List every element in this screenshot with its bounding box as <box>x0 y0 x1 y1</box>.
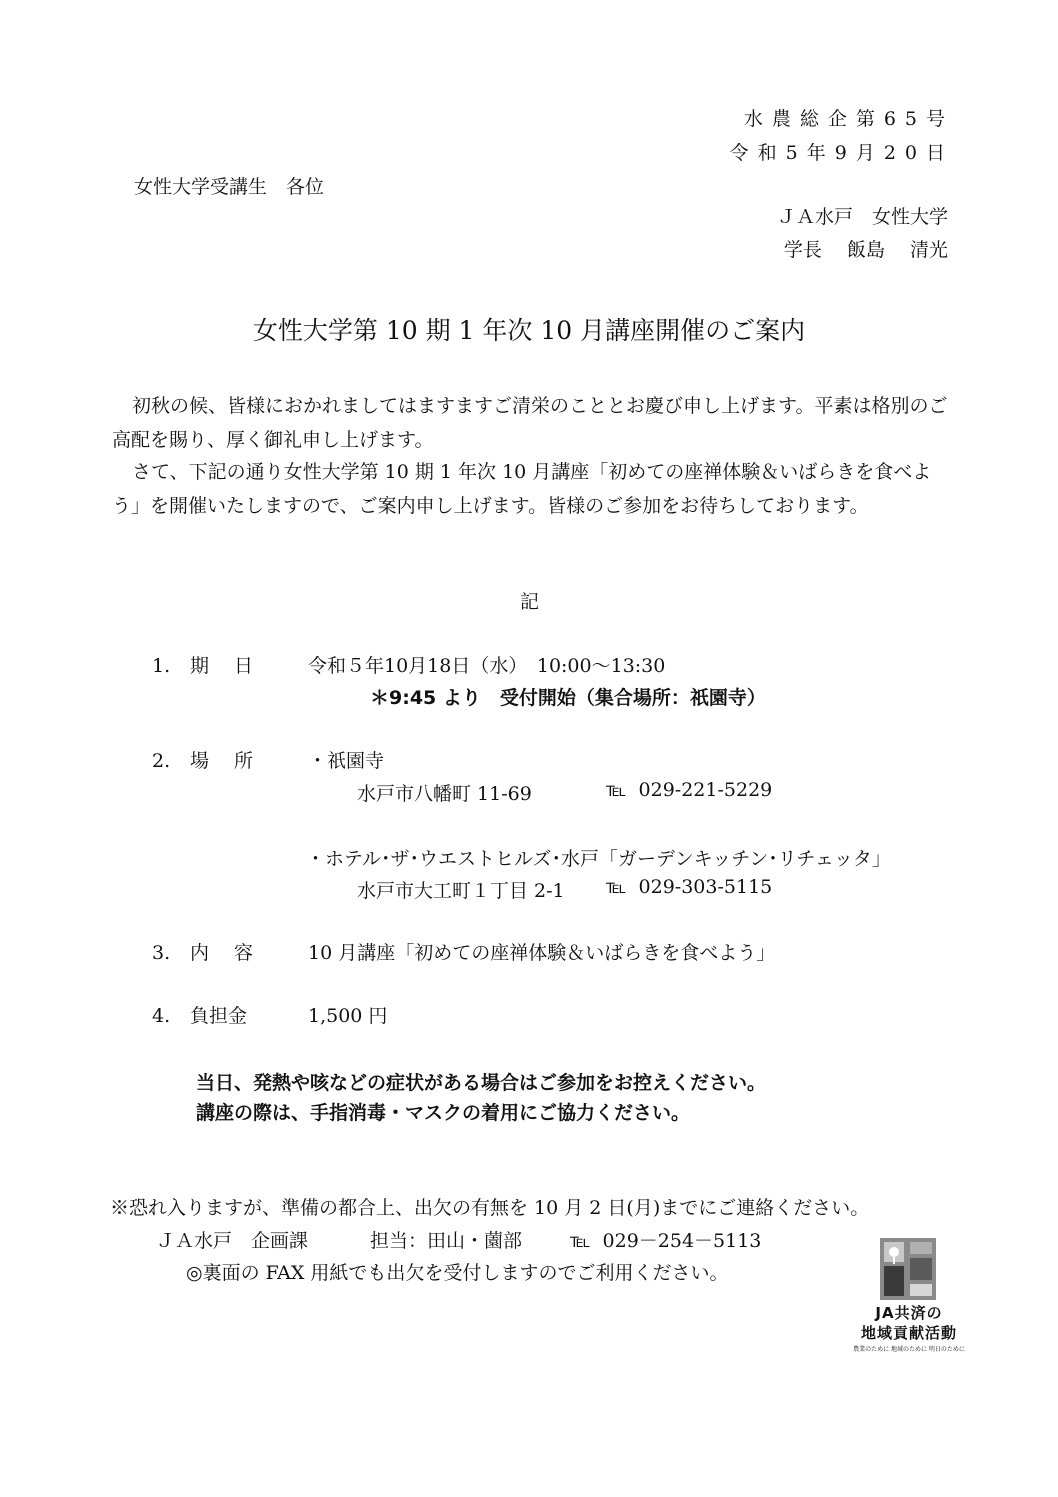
tel-label: ℡ <box>570 1230 591 1252</box>
health-notice: 当日、発熱や咳などの症状がある場合はご参加をお控えください。 <box>196 1072 767 1094</box>
item-number: 1. <box>152 655 171 677</box>
item-date-row <box>152 651 665 678</box>
ja-kyosai-logo-icon <box>880 1238 936 1300</box>
place1-address: 水戸市八幡町 11-69 <box>357 783 532 805</box>
ki-heading: 記 <box>520 591 540 613</box>
place2-address: 水戸市大工町１丁目 2-1 <box>357 880 565 902</box>
item-label: 場 所 <box>190 750 254 772</box>
tel-label: ℡ <box>606 876 627 898</box>
event-date-time: 令和５年10月18日（水） 10:00～13:30 <box>308 655 666 677</box>
sender-name: 学長 飯島 清光 <box>783 239 948 261</box>
place2-tel <box>606 876 772 898</box>
logo-tagline: 農業のために 地域のために 明日のために <box>853 1346 965 1353</box>
document-date: 令和5年9月20日 <box>729 142 954 164</box>
contact-tel <box>570 1226 761 1253</box>
fee-amount: 1,500 円 <box>308 1005 388 1027</box>
lecture-content: 10 月講座「初めての座禅体験＆いばらきを食べよう」 <box>308 942 776 964</box>
tel-number: 029-221-5229 <box>638 779 773 801</box>
logo-line-2: 地域貢献活動 <box>860 1324 957 1342</box>
announcement-paragraph: さて、下記の通り女性大学第 10 期 1 年次 10 月講座「初めての座禅体験＆いばらきを食べよう」を開催いたしますので、ご案内申し上げます。皆様のご参加をお待ちしております。 <box>112 461 932 517</box>
item-label: 期 日 <box>190 655 254 677</box>
tel-number: 029-303-5115 <box>638 876 773 898</box>
item-number: 3. <box>152 942 171 964</box>
contact-org: ＪＡ水戸 企画課 <box>156 1230 309 1252</box>
hygiene-notice: 講座の際は、手指消毒・マスクの着用にご協力ください。 <box>196 1102 691 1124</box>
fax-note: ◎裏面の FAX 用紙でも出欠を受付しますのでご利用ください。 <box>186 1262 729 1284</box>
item-content-row <box>152 938 775 965</box>
greeting-paragraph: 初秋の候、皆様におかれましてはますますご清栄のこととお慶び申し上げます。平素は格別のご高配を賜り、厚く御礼申し上げます。 <box>112 395 948 451</box>
item-fee-row <box>152 1001 387 1028</box>
tel-number: 029－254－5113 <box>602 1230 762 1252</box>
addressee: 女性大学受講生 各位 <box>134 176 325 198</box>
document-number: 水農総企第65号 <box>743 108 954 130</box>
item-number: 2. <box>152 750 171 772</box>
item-place-row <box>152 746 384 773</box>
logo-line-1: JA共済の <box>875 1304 943 1322</box>
item-label: 負担金 <box>190 1005 248 1027</box>
page-title: 女性大学第 10 期 1 年次 10 月講座開催のご案内 <box>252 316 806 345</box>
place1-tel <box>606 779 772 801</box>
place1-name: ・祇園寺 <box>308 750 385 772</box>
place2-name: ・ホテル･ザ･ウエストヒルズ･水戸「ガーデンキッチン･リチェッタ」 <box>306 848 891 870</box>
item-label: 内 容 <box>190 942 254 964</box>
tel-label: ℡ <box>606 779 627 801</box>
rsvp-note: ※恐れ入りますが、準備の都合上、出欠の有無を 10 月 2 日(月)までにご連絡ください。 <box>110 1197 870 1219</box>
item-number: 4. <box>152 1005 171 1027</box>
reception-note: ＊9:45 より 受付開始（集合場所：祇園寺） <box>370 687 766 709</box>
sender-organization: ＪＡ水戸 女性大学 <box>776 206 948 228</box>
contact-person: 担当：田山・薗部 <box>370 1230 523 1252</box>
